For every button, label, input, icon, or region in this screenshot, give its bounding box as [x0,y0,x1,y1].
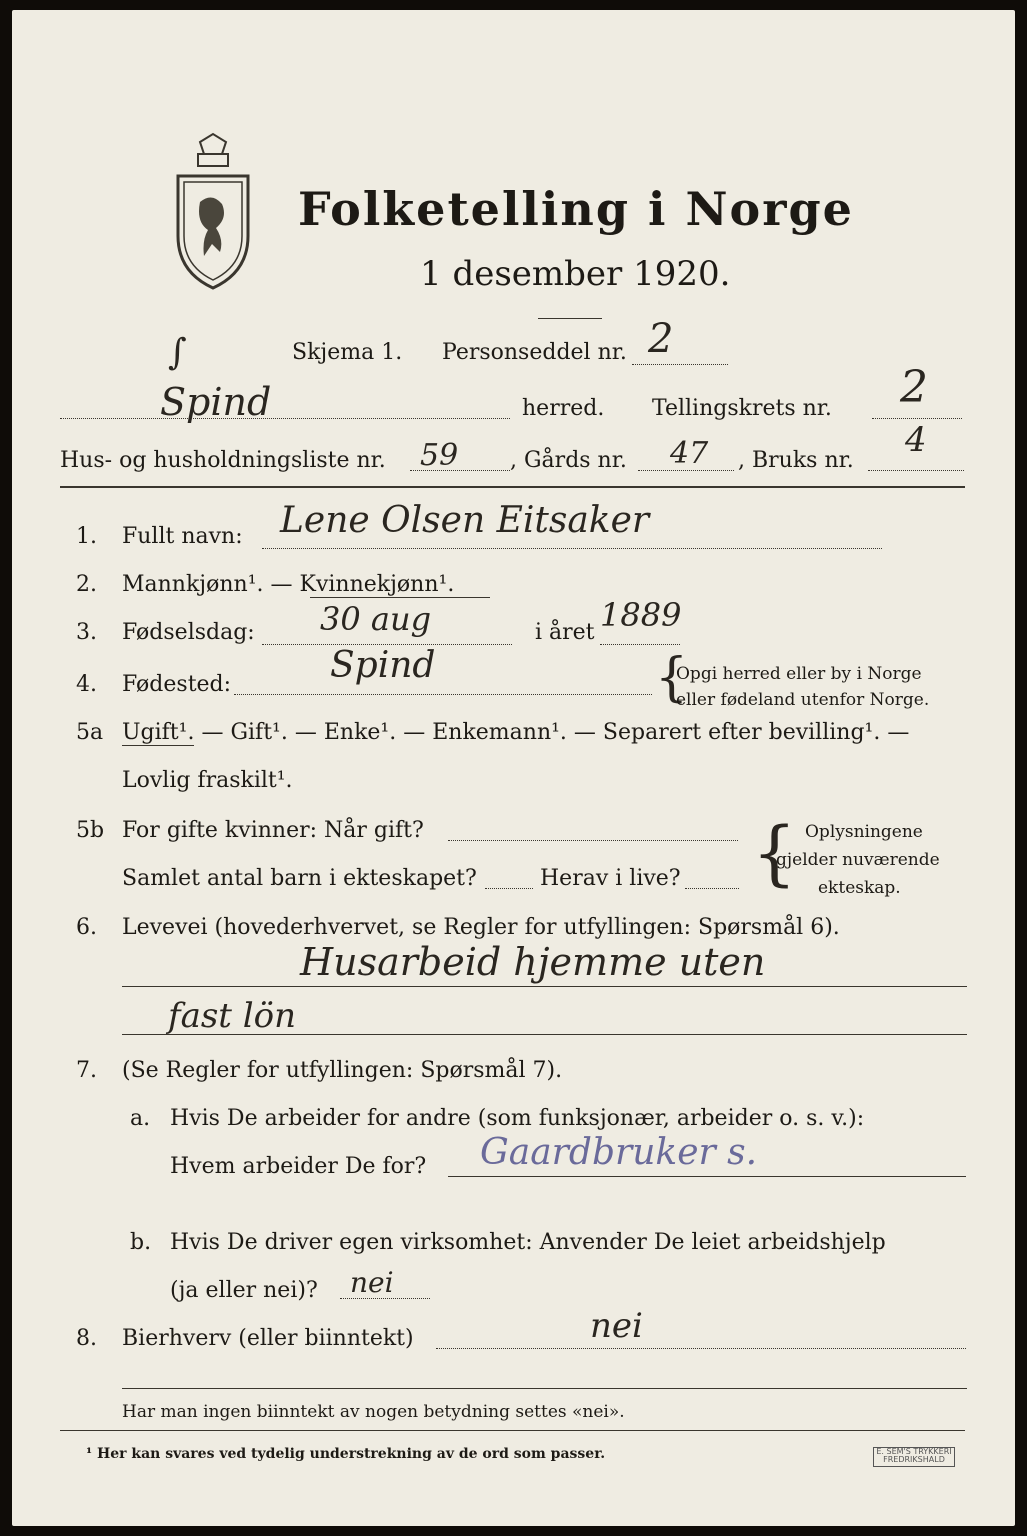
q8-label: Bierhverv (eller biinntekt) [122,1326,414,1351]
birthplace-value[interactable]: Spind [330,645,436,686]
herred-label: herred. [522,396,605,421]
q6-number: 6. [76,915,97,940]
q1-label: Fullt navn: [122,524,243,549]
q4-number: 4. [76,672,97,697]
q7a-label-1: Hvis De arbeider for andre (som funksjonær, arbeider o. s. v.): [170,1106,865,1131]
q4-note-1: Opgi herred eller by i Norge [676,664,922,684]
form-date: 1 desember 1920. [420,254,731,294]
q7-number: 7. [76,1058,97,1083]
full-name-value[interactable]: Lene Olsen Eitsaker [280,500,650,541]
q5b-note-3: ekteskap. [818,878,901,898]
hus-label: Hus- og husholdningsliste nr. [60,448,386,473]
tellingskrets-value[interactable]: 2 [900,362,928,413]
q4-note-2: eller fødeland utenfor Norge. [676,690,930,710]
q7a-label-2: Hvem arbeider De for? [170,1154,427,1179]
q5b-number: 5b [76,818,105,843]
q3-label: Fødselsdag: [122,620,255,645]
q7b-number: b. [130,1230,152,1255]
q6-label: Levevei (hovederhvervet, se Regler for utfyllingen: Spørsmål 6). [122,915,840,940]
header-divider [60,486,965,488]
personseddel-value[interactable]: 2 [648,316,674,362]
q7-label: (Se Regler for utfyllingen: Spørsmål 7). [122,1058,563,1083]
personseddel-label: Personseddel nr. [442,340,627,365]
footnote: ¹ Her kan svares ved tydelig understrekning av de ord som passer. [86,1446,606,1462]
q1-number: 1. [76,524,97,549]
q2-label: Mannkjønn¹. — Kvinnekjønn¹. [122,572,455,597]
herred-value[interactable]: Spind [160,380,272,424]
q5a-number: 5a [76,720,104,745]
q5b-label-2: Samlet antal barn i ekteskapet? [122,866,477,891]
form-title: Folketelling i Norge [298,182,854,236]
q5b-brace: { [752,812,797,894]
occupation-value-2[interactable]: fast lön [168,996,297,1036]
kvinnekjonn-underline [310,597,490,598]
q5b-note-1: Oplysningene [805,822,923,842]
ugift-underline [122,745,194,746]
occupation-value-1[interactable]: Husarbeid hjemme uten [300,940,766,984]
q5a-label: Ugift¹. — Gift¹. — Enke¹. — Enkemann¹. — Separert efter bevilling¹. — [122,720,910,745]
bruks-value[interactable]: 4 [905,420,927,460]
q8-number: 8. [76,1326,97,1351]
bleed-through-text [600,100,606,121]
side-income-value[interactable]: nei [590,1306,643,1346]
q4-label: Fødested: [122,672,232,697]
q3-year-label: i året [535,620,595,645]
skjema-label: Skjema 1. [292,340,403,365]
q2-number: 2. [76,572,97,597]
q5b-note-2: gjelder nuværende [776,850,940,870]
q5a-label-2: Lovlig fraskilt¹. [122,768,293,793]
initial-mark: ∫ [168,332,187,373]
q3-number: 3. [76,620,97,645]
coat-of-arms-icon [172,132,254,292]
q5b-label-3: Herav i live? [540,866,681,891]
printer-stamp: E. SEM'S TRYKKERI FREDRIKSHALD [873,1447,955,1467]
bruks-label: , Bruks nr. [738,448,854,473]
gards-value[interactable]: 47 [670,436,709,471]
employer-value[interactable]: Gaardbruker s. [480,1132,758,1173]
no-income-note: Har man ingen biinntekt av nogen betydning settes «nei». [122,1402,625,1422]
hus-value[interactable]: 59 [420,438,459,473]
birthday-value[interactable]: 30 aug [320,600,432,638]
q7b-label-1: Hvis De driver egen virksomhet: Anvender De leiet arbeidshjelp [170,1230,886,1255]
hired-help-value[interactable]: nei [350,1266,394,1299]
q4-brace: { [655,648,689,708]
q5b-label-1: For gifte kvinner: Når gift? [122,818,424,843]
tellingskrets-label: Tellingskrets nr. [652,396,832,421]
q7b-label-2: (ja eller nei)? [170,1278,318,1303]
birth-year-value[interactable]: 1889 [600,596,682,634]
gards-label: , Gårds nr. [510,448,627,473]
q7a-number: a. [130,1106,151,1131]
title-divider [538,318,602,319]
